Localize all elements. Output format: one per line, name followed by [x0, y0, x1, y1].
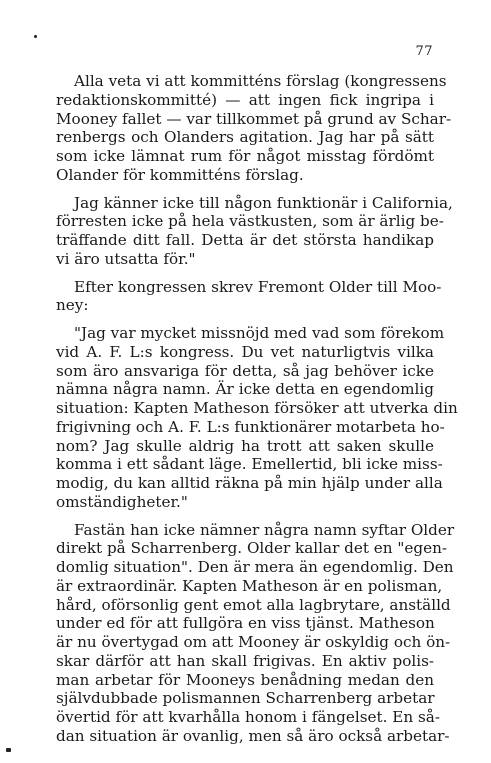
- text-line: modig, du kan alltid räkna på min hjälp under alla: [56, 474, 443, 492]
- text-line: är extraordinär. Kapten Matheson är en polisman,: [56, 576, 443, 595]
- text-line: som äro ansvariga för detta, så jag behöver icke: [56, 361, 434, 380]
- text-line: självdubbade polismannen Scharrenberg arbetar: [56, 689, 435, 708]
- text-line: renbergs och Olanders agitation. Jag har på sätt: [56, 128, 434, 147]
- text-line: nom? Jag skulle aldrig ha trott att saken skulle: [56, 436, 434, 455]
- text-line: är nu övertygad om att Mooney är oskyldig och ön-: [56, 633, 451, 651]
- text-line: nämna några namn. Är icke detta en egendomlig: [56, 380, 434, 399]
- text-line: förresten icke på hela västkusten, som är ärlig be-: [56, 212, 444, 231]
- text-line: redaktionskommitté) — att ingen fick ingripa i: [56, 90, 434, 109]
- text-line: omständigheter.": [56, 492, 188, 511]
- text-line: Mooney fallet — var tillkommet på grund av Schar-: [56, 109, 452, 128]
- text-line: ney:: [56, 296, 89, 315]
- page-number: 77: [415, 44, 433, 59]
- text-line: Efter kongressen skrev Fremont Older till Moo-: [74, 277, 442, 296]
- text-line: man arbetar för Mooneys benådning medan den: [56, 670, 434, 689]
- paragraph: [56, 72, 452, 185]
- paragraph: [56, 520, 455, 746]
- text-line: övertid för att kvarhålla honom i fängelset. En så-: [56, 708, 440, 726]
- text-line: komma i ett sådant läge. Emellertid, bli icke miss-: [56, 455, 443, 474]
- text-line: direkt på Scharrenberg. Older kallar det en "egen-: [56, 539, 448, 558]
- text-line: hård, oförsonlig gent emot alla lagbrytare, anställd: [56, 595, 451, 614]
- text-line: som icke lämnat rum för något misstag fördömt: [56, 147, 434, 165]
- text-line: skar därför att han skall frigivas. En aktiv polis-: [56, 651, 434, 670]
- text-line: under ed för att fullgöra en viss tjänst. Matheson: [56, 614, 435, 633]
- text-line: Olander för kommitténs förslag.: [56, 165, 304, 184]
- paragraph: [56, 193, 453, 269]
- body-text: [56, 72, 458, 755]
- text-line: situation: Kapten Matheson försöker att utverka din: [56, 399, 458, 417]
- print-speck: [34, 35, 37, 38]
- text-line: Alla veta vi att kommitténs förslag (kongressens: [74, 72, 447, 90]
- text-line: vid A. F. L:s kongress. Du vet naturligtvis vilka: [56, 342, 434, 361]
- text-line: dan situation är ovanlig, men så äro också arbetar-: [56, 726, 450, 745]
- paragraph: [56, 324, 458, 512]
- text-line: Jag känner icke till någon funktionär i California,: [74, 193, 453, 212]
- text-line: Fastän han icke nämner några namn syftar Older: [74, 520, 455, 539]
- paragraph: [56, 277, 442, 316]
- text-line: domlig situation". Den är mera än egendomlig. Den: [56, 558, 454, 576]
- text-line: "Jag var mycket missnöjd med vad som förekom: [74, 324, 445, 342]
- text-line: vi äro utsatta för.": [56, 249, 196, 268]
- text-line: frigivning och A. F. L:s funktionärer motarbeta ho-: [56, 417, 445, 436]
- print-speck: [6, 748, 11, 752]
- text-line: träffande ditt fall. Detta är det största handikap: [56, 231, 434, 249]
